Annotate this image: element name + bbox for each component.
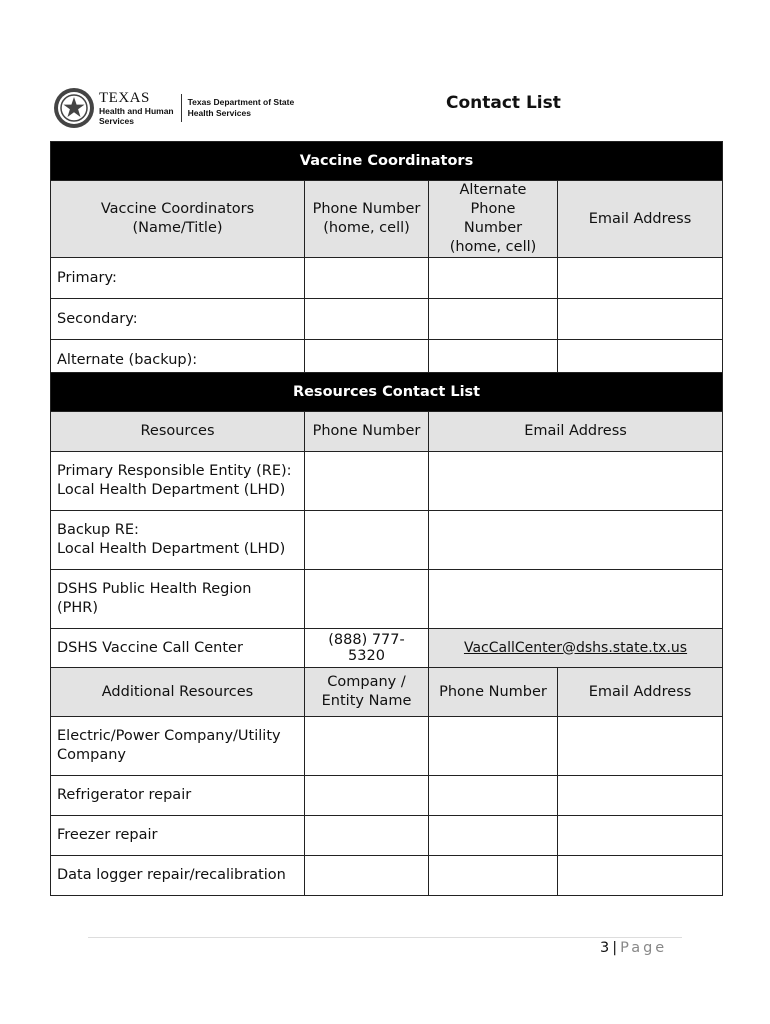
call-center-label: DSHS Vaccine Call Center (51, 629, 305, 668)
row-label-primary: Primary: (51, 258, 305, 299)
electric-phone-cell[interactable] (429, 717, 558, 776)
header-phone-line-2: (home, cell) (323, 220, 410, 236)
header-phone (305, 181, 429, 258)
header-email: Email Address (558, 181, 723, 258)
backup-re-email-cell[interactable] (429, 511, 723, 570)
primary-re-email-cell[interactable] (429, 452, 723, 511)
table-row (51, 717, 723, 776)
additional-label-electric (51, 717, 305, 776)
electric-email-cell[interactable] (558, 717, 723, 776)
header-company-line-2: Entity Name (321, 693, 412, 709)
header-row (51, 181, 723, 258)
primary-alt-phone-cell[interactable] (429, 258, 558, 299)
resource-label-backup-re (51, 511, 305, 570)
band-row (51, 373, 723, 412)
freezer-email-cell[interactable] (558, 816, 723, 856)
header-name-title (51, 181, 305, 258)
footer-separator: | (612, 940, 618, 956)
agency-sub-line-1: Health and Human (99, 105, 174, 116)
resource-label-line-2: Local Health Department (LHD) (57, 482, 286, 498)
agency-sub-line-2: Services (99, 115, 134, 126)
header-name-title-line-1: Vaccine Coordinators (100, 201, 255, 217)
dept-line-2: Health Services (187, 108, 251, 118)
table-row (51, 816, 723, 856)
header-additional-phone: Phone Number (429, 668, 558, 717)
phr-phone-cell[interactable] (305, 570, 429, 629)
logo (53, 84, 294, 132)
resource-label-line-2: (PHR) (57, 600, 99, 616)
header-alt-phone-line-1: Alternate Phone (459, 182, 527, 217)
vaccine-coordinators-table (50, 141, 723, 381)
call-center-phone: (888) 777-5320 (305, 629, 429, 668)
header-company-line-1: Company / (327, 674, 406, 690)
logo-divider (181, 94, 182, 122)
vaccine-coordinators-band: Vaccine Coordinators (51, 142, 723, 181)
header-additional-resources: Additional Resources (51, 668, 305, 717)
table-row (51, 856, 723, 896)
additional-label-line-1: Electric/Power Company/Utility (57, 728, 281, 744)
resources-band: Resources Contact List (51, 373, 723, 412)
primary-email-cell[interactable] (558, 258, 723, 299)
freezer-phone-cell[interactable] (429, 816, 558, 856)
resource-label-line-2: Local Health Department (LHD) (57, 541, 286, 557)
table-row (51, 511, 723, 570)
band-row (51, 142, 723, 181)
resources-table (50, 372, 723, 896)
header-alt-phone-line-3: (home, cell) (449, 239, 537, 255)
data-logger-email-cell[interactable] (558, 856, 723, 896)
header-name-title-line-2: (Name/Title) (132, 220, 223, 236)
header-alt-phone-line-2: Number (463, 220, 523, 236)
refrigerator-email-cell[interactable] (558, 776, 723, 816)
page-number: 3 (600, 940, 610, 956)
footer-divider (88, 937, 682, 938)
additional-label-line-2: Company (57, 747, 126, 763)
row-label-secondary: Secondary: (51, 299, 305, 340)
call-center-email-link[interactable]: VacCallCenter@dshs.state.tx.us (463, 639, 688, 656)
header-row (51, 412, 723, 452)
table-row (51, 299, 723, 340)
dept-line-1: Texas Department of State (187, 97, 295, 107)
header-company (305, 668, 429, 717)
additional-label-refrigerator: Refrigerator repair (51, 776, 305, 816)
header-row (51, 668, 723, 717)
refrigerator-company-cell[interactable] (305, 776, 429, 816)
secondary-phone-cell[interactable] (305, 299, 429, 340)
refrigerator-phone-cell[interactable] (429, 776, 558, 816)
data-logger-company-cell[interactable] (305, 856, 429, 896)
resource-label-primary-re (51, 452, 305, 511)
header-additional-email: Email Address (558, 668, 723, 717)
secondary-email-cell[interactable] (558, 299, 723, 340)
secondary-alt-phone-cell[interactable] (429, 299, 558, 340)
freezer-company-cell[interactable] (305, 816, 429, 856)
row-label-alternate: Alternate (backup): (51, 340, 305, 381)
header-resources-email: Email Address (429, 412, 723, 452)
table-row (51, 258, 723, 299)
data-logger-phone-cell[interactable] (429, 856, 558, 896)
table-row (51, 629, 723, 668)
header-phone-line-1: Phone Number (312, 201, 421, 217)
table-row (51, 570, 723, 629)
backup-re-phone-cell[interactable] (305, 511, 429, 570)
phr-email-cell[interactable] (429, 570, 723, 629)
resource-label-phr (51, 570, 305, 629)
page-title: Contact List (446, 93, 561, 113)
resource-label-line-1: DSHS Public Health Region (57, 581, 252, 597)
additional-label-data-logger: Data logger repair/recalibration (51, 856, 305, 896)
primary-phone-cell[interactable] (305, 258, 429, 299)
agency-name: TEXAS (99, 89, 150, 106)
table-row (51, 452, 723, 511)
additional-label-freezer: Freezer repair (51, 816, 305, 856)
agency-block (99, 91, 174, 126)
page-word: Page (620, 940, 668, 956)
primary-re-phone-cell[interactable] (305, 452, 429, 511)
electric-company-cell[interactable] (305, 717, 429, 776)
header-resources-phone: Phone Number (305, 412, 429, 452)
resource-label-line-1: Backup RE: (57, 522, 139, 538)
page-footer (600, 940, 667, 956)
texas-seal-icon (53, 87, 95, 129)
resource-label-line-1: Primary Responsible Entity (RE): (57, 463, 292, 479)
header-alt-phone (429, 181, 558, 258)
call-center-email-cell (429, 629, 723, 668)
dept-block (188, 97, 295, 119)
header-resources: Resources (51, 412, 305, 452)
table-row (51, 776, 723, 816)
